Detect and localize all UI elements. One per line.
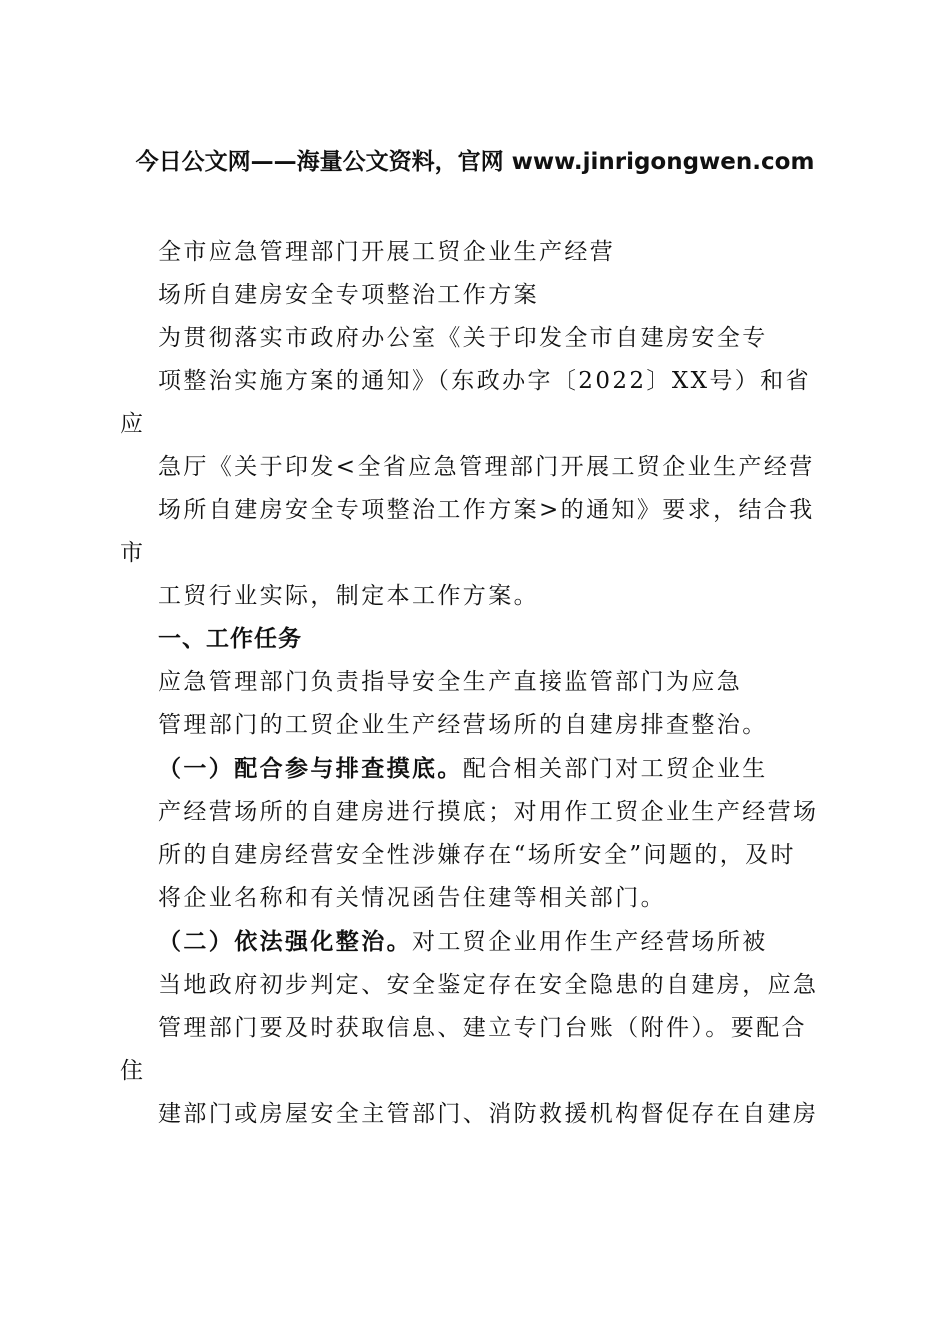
paragraph-line: 管理部门要及时获取信息、建立专门台账（附件）。要配合 xyxy=(158,1015,807,1041)
paragraph-line: 产经营场所的自建房进行摸底；对用作工贸企业生产经营场 xyxy=(158,799,819,825)
paragraph-line: 住 xyxy=(120,1058,146,1084)
paragraph-line: 工贸行业实际，制定本工作方案。 xyxy=(158,583,539,609)
paragraph-line: 应 xyxy=(120,411,146,437)
paragraph-text: 配合相关部门对工贸企业生 xyxy=(462,756,768,782)
paragraph-line: 管理部门的工贸企业生产经营场所的自建房排查整治。 xyxy=(158,712,768,738)
paragraph-line: 将企业名称和有关情况函告住建等相关部门。 xyxy=(158,885,666,911)
paragraph-line: 市 xyxy=(120,540,146,566)
section-heading: 一、工作任务 xyxy=(158,626,302,652)
subsection-heading: （二）依法强化整治。 xyxy=(158,928,412,955)
doc-title-line-1: 全市应急管理部门开展工贸企业生产经营 xyxy=(158,239,616,265)
doc-title-line-2: 场所自建房安全专项整治工作方案 xyxy=(158,282,539,308)
site-header: 今日公文网——海量公文资料，官网 www.jinrigongwen.com xyxy=(135,149,815,175)
paragraph-line xyxy=(120,920,830,964)
subsection-heading: （一）配合参与排查摸底。 xyxy=(158,755,463,782)
paragraph-line: 为贯彻落实市政府办公室《关于印发全市自建房安全专 xyxy=(158,325,768,351)
paragraph-line: 所的自建房经营安全性涉嫌存在“场所安全”问题的，及时 xyxy=(158,842,796,868)
paragraph-line: 应急管理部门负责指导安全生产直接监管部门为应急 xyxy=(158,669,743,695)
paragraph-line: 急厅《关于印发<全省应急管理部门开展工贸企业生产经营 xyxy=(158,454,815,480)
paragraph-line: 场所自建房安全专项整治工作方案>的通知》要求，结合我 xyxy=(158,497,815,523)
paragraph-line xyxy=(120,747,830,791)
paragraph-line: 建部门或房屋安全主管部门、消防救援机构督促存在自建房 xyxy=(158,1101,819,1127)
paragraph-text: 对工贸企业用作生产经营场所被 xyxy=(412,929,768,955)
paragraph-line: 项整治实施方案的通知》（东政办字〔2022〕XX号）和省 xyxy=(158,368,811,394)
paragraph-line: 当地政府初步判定、安全鉴定存在安全隐患的自建房，应急 xyxy=(158,972,819,998)
document-body xyxy=(120,231,830,1136)
